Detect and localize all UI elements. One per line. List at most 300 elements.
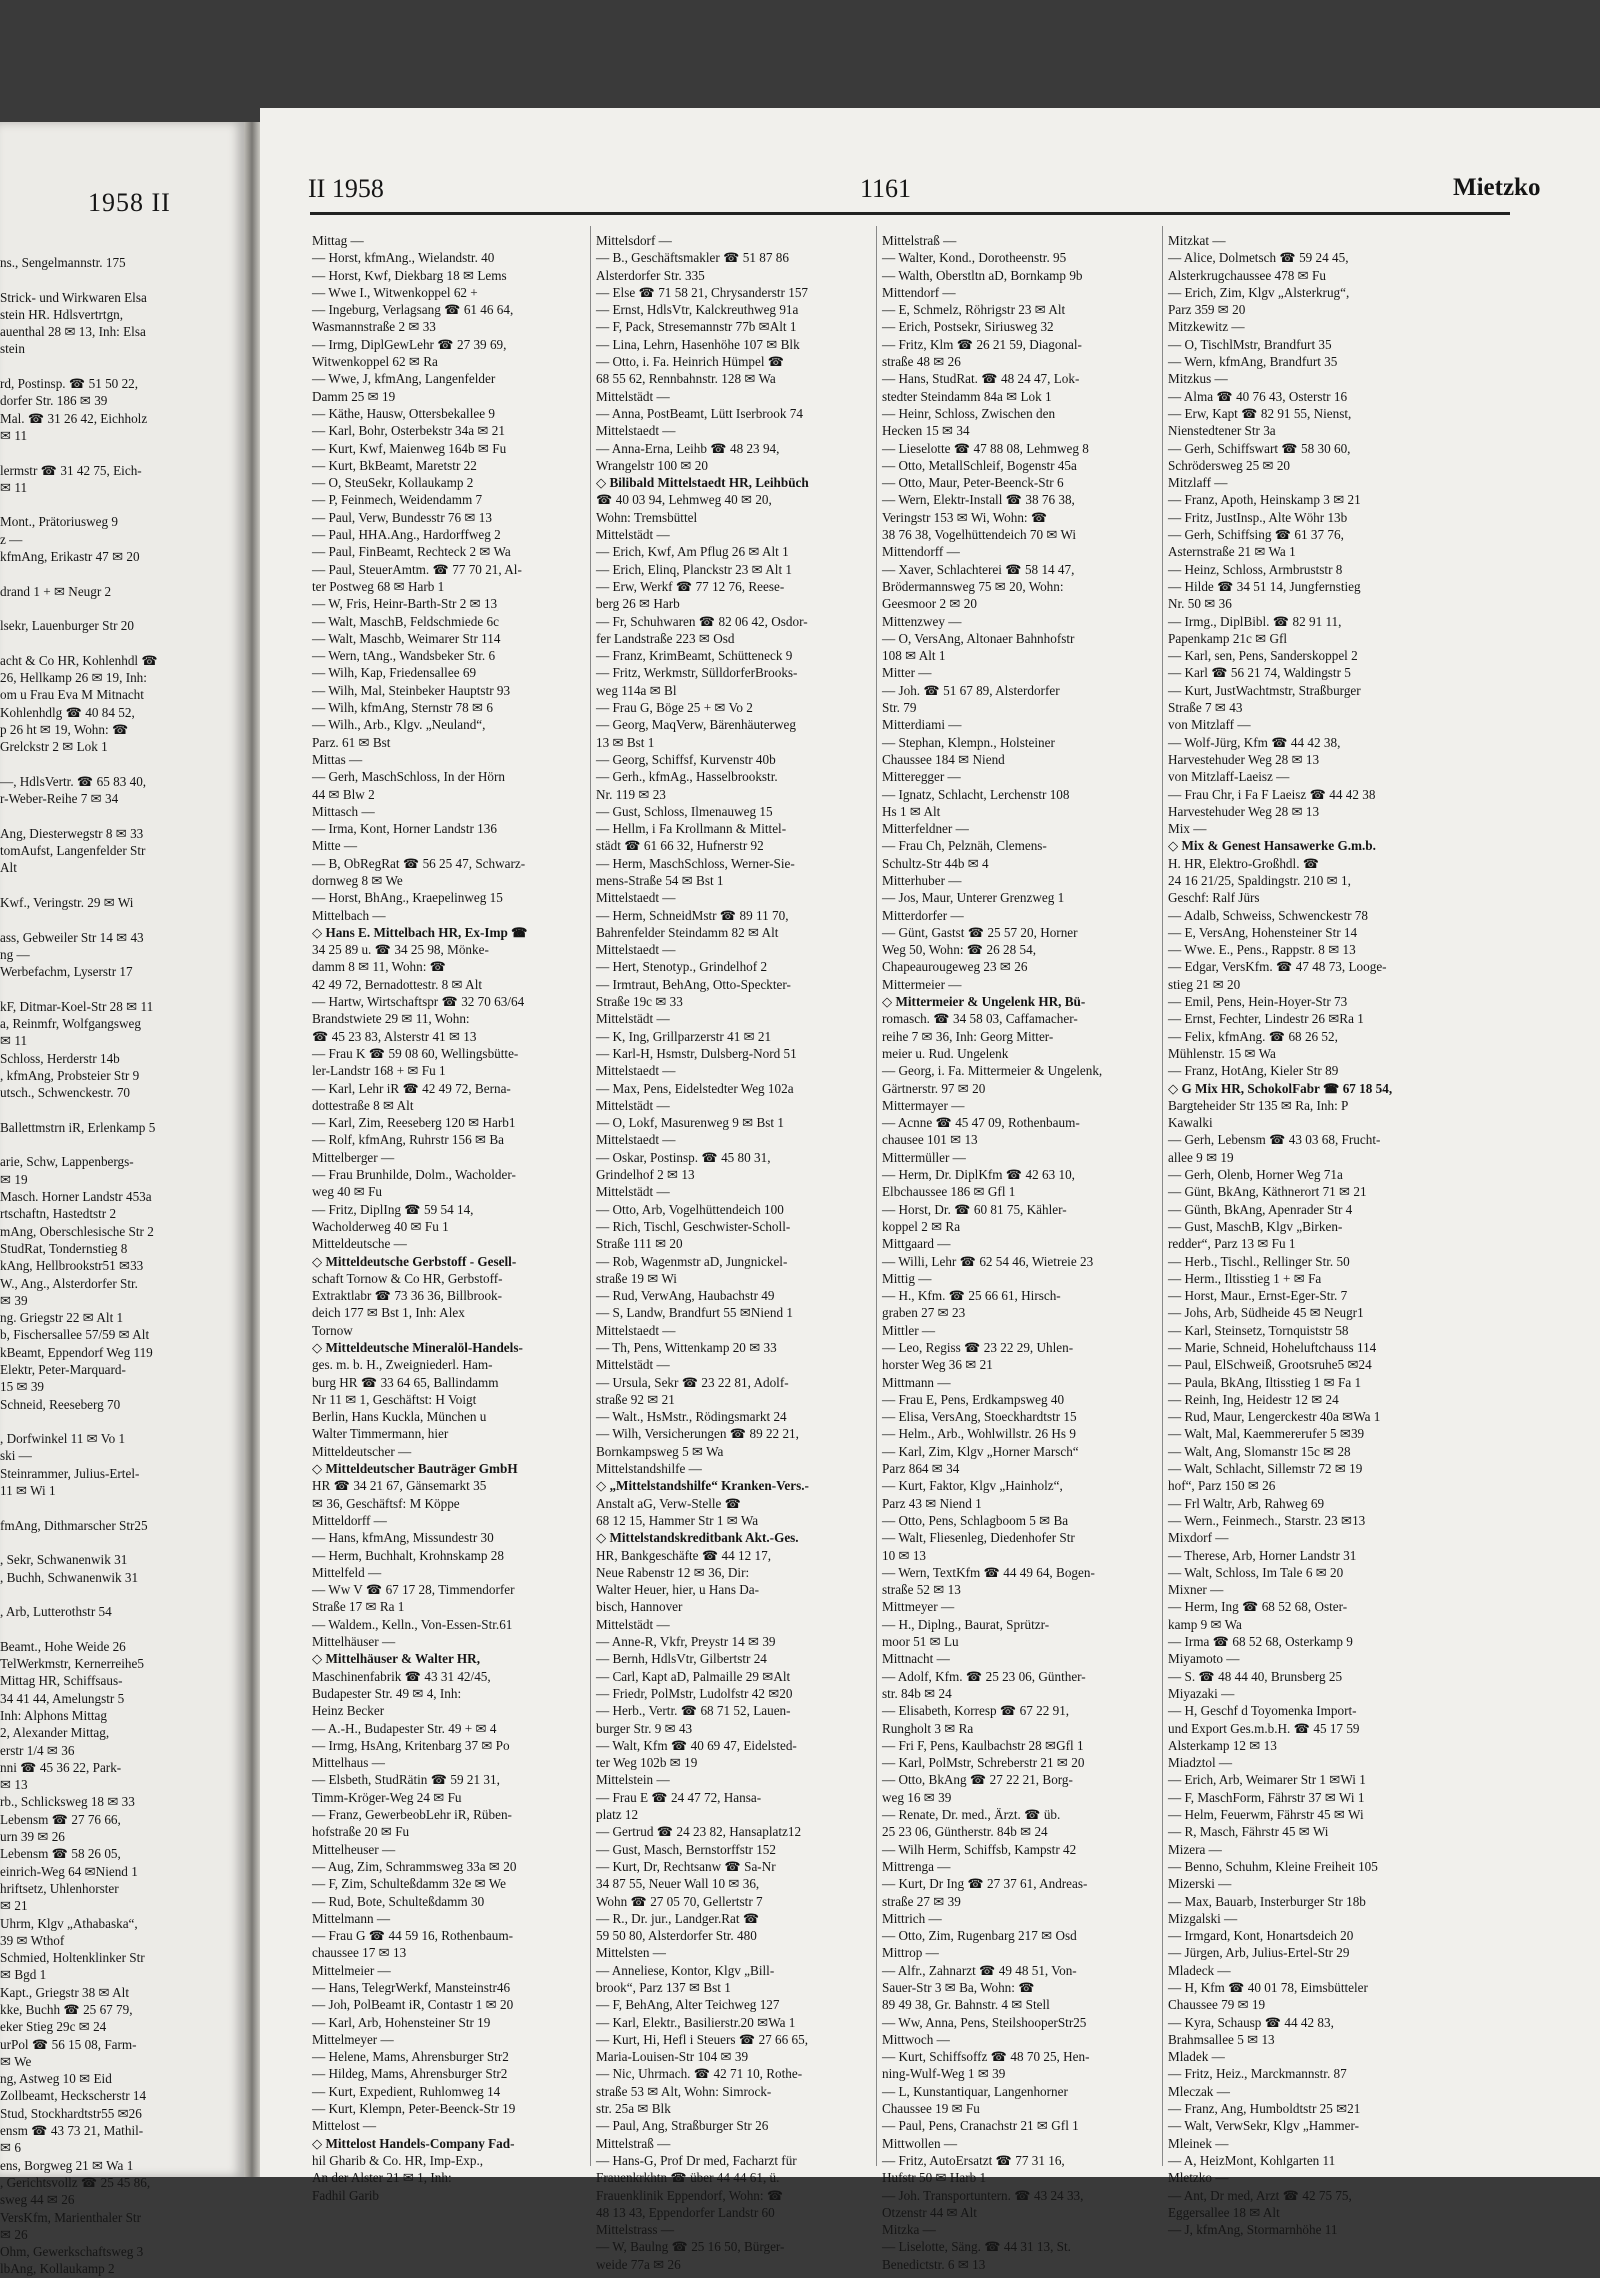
- directory-entry-line: ◇ Mittermeier & Ungelenk HR, Bü-: [882, 994, 1086, 1010]
- directory-entry-line: — Wwe, J, kfmAng, Langenfelder: [312, 371, 496, 387]
- directory-entry-line: — Gust, Schloss, Ilmenauweg 15: [596, 803, 773, 819]
- surname-heading: Mittelstädt —: [596, 527, 670, 543]
- directory-entry-line: — H., Kfm. ☎ 25 66 61, Hirsch-: [882, 1288, 1061, 1304]
- directory-entry-line: koppel 2 ✉ Ra: [882, 1218, 961, 1234]
- left-page-line: kF, Ditmar-Koel-Str 28 ✉ 11: [0, 998, 154, 1014]
- directory-entry-line: Veringstr 153 ✉ Wi, Wohn: ☎: [882, 509, 1048, 525]
- directory-entry-line: — Emil, Pens, Hein-Hoyer-Str 73: [1168, 994, 1348, 1010]
- surname-heading: Mittelstaedt —: [596, 1063, 676, 1079]
- directory-entry-line: Maria-Louisen-Str 104 ✉ 39: [596, 2049, 749, 2065]
- directory-entry-line: — Kurt, Dr, Rechtsanw ☎ Sa-Nr: [596, 1858, 776, 1874]
- directory-entry-line: — Wern, TextKfm ☎ 44 49 64, Bogen-: [882, 1564, 1095, 1580]
- directory-entry-line: — Frau K ☎ 59 08 60, Wellingsbütte-: [312, 1045, 519, 1061]
- directory-entry-line: weide 77a ✉ 26: [596, 2256, 681, 2272]
- directory-entry-line: An der Alster 21 ✉ 1, Inh:: [312, 2170, 452, 2186]
- directory-entry-line: — Waldem., Kelln., Von-Essen-Str.61: [312, 1616, 513, 1632]
- left-page-line: ns., Sengelmannstr. 175: [0, 255, 126, 270]
- directory-entry-line: — Irma, Kont, Horner Landstr 136: [312, 821, 497, 837]
- surname-heading: Mletzko —: [1168, 2170, 1229, 2186]
- directory-entry-line: — Paul, Pens, Cranachstr 21 ✉ Gfl 1: [882, 2118, 1079, 2134]
- directory-entry-line: H. HR, Elektro-Großhdl. ☎: [1168, 855, 1320, 871]
- left-page-line: Ang, Diesterwegstr 8 ✉ 33: [0, 825, 144, 841]
- directory-entry-line: — Walt, Maschb, Weimarer Str 114: [312, 630, 501, 646]
- directory-entry-line: — Wern., Feinmech., Starstr. 23 ✉13: [1168, 1512, 1366, 1528]
- left-page-line: [0, 1136, 240, 1153]
- directory-entry-line: Tornow: [312, 1322, 353, 1338]
- directory-entry-line: weg 40 ✉ Fu: [312, 1184, 383, 1200]
- directory-entry-line: ◇ Mitteldeutsche Gerbstoff - Gesell-: [312, 1253, 517, 1269]
- directory-entry-line: — Wolf-Jürg, Kfm ☎ 44 42 38,: [1168, 734, 1341, 750]
- left-page-line: rd, Postinsp. ☎ 51 50 22,: [0, 376, 139, 392]
- directory-entry-line: — Ww V ☎ 67 17 28, Timmendorfer: [312, 1582, 515, 1598]
- directory-entry-line: städt ☎ 61 66 32, Hufnerstr 92: [596, 838, 764, 854]
- left-page-line: eker Stieg 29c ✉ 24: [0, 2019, 107, 2035]
- directory-entry-line: Otzenstr 44 ✉ Alt: [882, 2204, 977, 2220]
- directory-entry-line: — Paul, Verw, Bundesstr 76 ✉ 13: [312, 509, 492, 525]
- directory-entry-line: Eggersallee 18 ✉ Alt: [1168, 2204, 1280, 2220]
- directory-entry-line: ning-Wulf-Weg 1 ✉ 39: [882, 2066, 1006, 2082]
- directory-entry-line: — Erw, Kapt ☎ 82 91 55, Nienst,: [1168, 405, 1352, 421]
- directory-entry-line: — Walt, VerwSekr, Klgv „Hammer-: [1168, 2118, 1360, 2134]
- directory-entry-line: — Herm., Iltisstieg 1 + ✉ Fa: [1168, 1270, 1322, 1286]
- directory-entry-line: — Alfr., Zahnarzt ☎ 49 48 51, Von-: [882, 1962, 1077, 1978]
- directory-entry-line: — Paul, HHA.Ang., Hardorffweg 2: [312, 527, 501, 543]
- directory-column-1: [312, 232, 582, 2204]
- directory-entry-line: — Günt, Gastst ☎ 25 57 20, Horner: [882, 924, 1078, 940]
- directory-entry-line: moor 51 ✉ Lu: [882, 1634, 959, 1650]
- directory-entry-line: — F, BehAng, Alter Teichweg 127: [596, 1997, 780, 2013]
- header-rule: [310, 212, 1510, 215]
- directory-entry-line: — Johs, Arb, Südheide 45 ✉ Neugr1: [1168, 1305, 1364, 1321]
- directory-entry-line: — Liselotte, Säng. ☎ 44 31 13, St.: [882, 2239, 1071, 2255]
- directory-entry-line: — Walt, Kfm ☎ 40 69 47, Eidelsted-: [596, 1737, 797, 1753]
- surname-heading: Mittelstädt —: [596, 1184, 670, 1200]
- directory-entry-line: — Wern, Elektr-Install ☎ 38 76 38,: [882, 492, 1075, 508]
- left-page-line: b, Fischersallee 57/59 ✉ Alt: [0, 1327, 150, 1343]
- directory-entry-line: dottestraße 8 ✉ Alt: [312, 1097, 414, 1113]
- directory-entry-line: Fadhil Garib: [312, 2187, 380, 2203]
- left-page-line: urn 39 ✉ 26: [0, 1829, 65, 1845]
- directory-entry-line: — Acnne ☎ 45 47 09, Rothenbaum-: [882, 1115, 1080, 1131]
- left-page-line: stein HR. Hdlsvertrtgn,: [0, 306, 124, 322]
- directory-entry-line: — Oskar, Postinsp. ☎ 45 80 31,: [596, 1149, 771, 1165]
- surname-heading: Mladeck —: [1168, 1962, 1231, 1978]
- left-page-line: lsekr, Lauenburger Str 20: [0, 618, 134, 634]
- directory-entry-line: straße 92 ✉ 21: [596, 1391, 675, 1407]
- directory-entry-line: — Horst, Dr. ☎ 60 81 75, Kähler-: [882, 1201, 1067, 1217]
- left-page-line: kBeamt, Eppendorf Weg 119: [0, 1344, 153, 1360]
- directory-entry-line: Anstalt aG, Verw-Stelle ☎: [596, 1495, 742, 1511]
- surname-heading: Miyazaki —: [1168, 1685, 1235, 1701]
- column-divider: [1162, 226, 1163, 2166]
- left-page-line: 34 41 44, Amelungstr 5: [0, 1690, 125, 1706]
- left-page-line: lbAng, Kollaukamp 2: [0, 2261, 115, 2277]
- directory-entry-line: — B., Geschäftsmakler ☎ 51 87 86: [596, 250, 789, 266]
- surname-heading: Miyamoto —: [1168, 1651, 1240, 1667]
- directory-entry-line: — Friedr, PolMstr, Ludolfstr 42 ✉20: [596, 1685, 793, 1701]
- directory-entry-line: — W, Baulng ☎ 25 16 50, Bürger-: [596, 2239, 785, 2255]
- left-page-line: om u Frau Eva M Mitnacht: [0, 687, 144, 703]
- directory-entry-line: Nr 11 ✉ 1, Geschäftst: H Voigt: [312, 1391, 477, 1407]
- directory-entry-line: Asternstraße 21 ✉ Wa 1: [1168, 544, 1296, 560]
- surname-heading: Mizera —: [1168, 1841, 1222, 1857]
- left-page-line: Ballettmstrn iR, Erlenkamp 5: [0, 1119, 156, 1135]
- directory-entry-line: — L, Kunstantiquar, Langenhorner: [882, 2083, 1068, 2099]
- directory-entry-line: — Helene, Mams, Ahrensburger Str2: [312, 2049, 509, 2065]
- directory-entry-line: Kawalki: [1168, 1115, 1213, 1131]
- directory-entry-line: — Hartw, Wirtschaftspr ☎ 32 70 63/64: [312, 994, 525, 1010]
- left-page: [0, 122, 244, 2277]
- left-page-line: Kwf., Veringstr. 29 ✉ Wi: [0, 894, 134, 910]
- directory-entry-line: dornweg 8 ✉ We: [312, 872, 403, 888]
- directory-entry-line: kamp 9 ✉ Wa: [1168, 1616, 1242, 1632]
- directory-entry-line: — Adalb, Schweiss, Schwenckestr 78: [1168, 907, 1368, 923]
- directory-entry-line: — Frau Ch, Pelznäh, Clemens-: [882, 838, 1047, 854]
- surname-heading: Mittasch —: [312, 803, 375, 819]
- directory-entry-line: — S. ☎ 48 44 40, Brunsberg 25: [1168, 1668, 1343, 1684]
- directory-entry-line: Wrangelstr 100 ✉ 20: [596, 457, 708, 473]
- directory-entry-line: Wasmannstraße 2 ✉ 33: [312, 319, 436, 335]
- surname-heading: von Mitzlaff —: [1168, 717, 1251, 733]
- left-page-line: dorfer Str. 186 ✉ 39: [0, 393, 108, 409]
- surname-heading: Mittig —: [882, 1270, 932, 1286]
- directory-entry-line: Benedictstr. 6 ✉ 13: [882, 2256, 986, 2272]
- directory-entry-line: Geesmoor 2 ✉ 20: [882, 596, 977, 612]
- directory-entry-line: 10 ✉ 13: [882, 1547, 927, 1563]
- right-page: [260, 108, 1600, 2272]
- surname-heading: Mitzkat —: [1168, 233, 1226, 248]
- directory-entry-line: — Gerh, Olenb, Horner Weg 71a: [1168, 1167, 1343, 1183]
- directory-entry-line: — Frau G ☎ 44 59 16, Rothenbaum-: [312, 1928, 514, 1944]
- directory-entry-line: — Irmtraut, BehAng, Otto-Speckter-: [596, 976, 791, 992]
- directory-entry-line: Straße 17 ✉ Ra 1: [312, 1599, 405, 1615]
- surname-heading: Mittwollen —: [882, 2135, 958, 2151]
- directory-entry-line: — Wilh, kfmAng, Sternstr 78 ✉ 6: [312, 700, 493, 716]
- directory-entry-line: 68 12 15, Hammer Str 1 ✉ Wa: [596, 1512, 759, 1528]
- directory-entry-line: — Wilh Herm, Schiffsb, Kampstr 42: [882, 1841, 1077, 1857]
- left-page-line: [0, 756, 240, 773]
- left-page-line: Schloss, Herderstr 14b: [0, 1050, 120, 1066]
- surname-heading: Mittelmann —: [312, 1910, 391, 1926]
- directory-entry-line: — Frau G, Böge 25 + ✉ Vo 2: [596, 700, 753, 716]
- directory-entry-line: — Gerh, Lebensm ☎ 43 03 68, Frucht-: [1168, 1132, 1381, 1148]
- directory-entry-line: — E, VersAng, Hohensteiner Str 14: [1168, 924, 1358, 940]
- surname-heading: Mittelstandshilfe —: [596, 1461, 702, 1477]
- directory-entry-line: weg 114a ✉ Bl: [596, 682, 677, 698]
- directory-entry-line: — Erw, Werkf ☎ 77 12 76, Reese-: [596, 578, 785, 594]
- surname-heading: Mizgalski —: [1168, 1910, 1238, 1926]
- directory-entry-line: 89 49 38, Gr. Bahnstr. 4 ✉ Stell: [882, 1997, 1050, 2013]
- surname-heading: Mittelstraß —: [882, 233, 957, 248]
- left-page-line: ng. Griegstr 22 ✉ Alt 1: [0, 1310, 124, 1326]
- surname-heading: Mittwoch —: [882, 2031, 950, 2047]
- right-page-header: [260, 174, 1600, 208]
- directory-entry-line: ◇ Mittelhäuser & Walter HR,: [312, 1651, 481, 1667]
- directory-entry-line: — Marie, Schneid, Hoheluftchauss 114: [1168, 1340, 1377, 1355]
- directory-entry-line: ☎ 40 03 94, Lehmweg 40 ✉ 20,: [596, 492, 772, 508]
- directory-entry-line: redder“, Parz 13 ✉ Fu 1: [1168, 1236, 1296, 1252]
- surname-heading: Mittenzwey —: [882, 613, 962, 629]
- directory-entry-line: — Bernh, HdlsVtr, Gilbertstr 24: [596, 1651, 767, 1667]
- directory-entry-line: Bornkampsweg 5 ✉ Wa: [596, 1443, 724, 1459]
- left-page-line: [0, 444, 240, 461]
- surname-heading: Mittelstaedt —: [596, 890, 676, 906]
- directory-entry-line: — Fritz, AutoErsatzt ☎ 77 31 16,: [882, 2152, 1065, 2168]
- left-page-line: 26, Hellkamp 26 ✉ 19, Inh:: [0, 670, 147, 686]
- directory-entry-line: — Aug, Zim, Schrammsweg 33a ✉ 20: [312, 1858, 517, 1874]
- directory-entry-line: und Export Ges.m.b.H. ☎ 45 17 59: [1168, 1720, 1360, 1736]
- surname-heading: Mittelstädt —: [596, 388, 670, 404]
- surname-heading: Mittelstädt —: [596, 1616, 670, 1632]
- directory-entry-line: straße 19 ✉ Wi: [596, 1270, 677, 1286]
- directory-entry-line: — Heinr, Schloss, Zwischen den: [882, 405, 1056, 421]
- directory-entry-line: — Herm, Dr. DiplKfm ☎ 42 63 10,: [882, 1167, 1075, 1183]
- surname-heading: Mittelstaedt —: [596, 1322, 676, 1338]
- directory-entry-line: — A, HeizMont, Kohlgarten 11: [1168, 2152, 1336, 2168]
- directory-entry-line: 34 87 55, Neuer Wall 10 ✉ 36,: [596, 1876, 760, 1892]
- directory-entry-line: — Irmg., DiplBibl. ☎ 82 91 11,: [1168, 613, 1342, 629]
- directory-entry-line: Walter Heuer, hier, u Hans Da-: [596, 1582, 760, 1598]
- left-page-line: [0, 980, 240, 997]
- surname-heading: Mitterdorfer —: [882, 907, 964, 923]
- directory-entry-line: — Max, Bauarb, Insterburger Str 18b: [1168, 1893, 1366, 1909]
- left-page-line: rtschaftn, Hastedtstr 2: [0, 1206, 117, 1222]
- surname-heading: Mittnacht —: [882, 1651, 950, 1667]
- directory-entry-line: — A.-H., Budapester Str. 49 + ✉ 4: [312, 1720, 497, 1736]
- directory-entry-line: Wacholderweg 40 ✉ Fu 1: [312, 1218, 449, 1234]
- left-page-line: [0, 1586, 240, 1603]
- left-page-line: [0, 600, 240, 617]
- directory-entry-line: — Renate, Dr. med., Ärzt. ☎ üb.: [882, 1807, 1061, 1823]
- directory-entry-line: — Hans, StudRat. ☎ 48 24 47, Lok-: [882, 371, 1080, 387]
- directory-entry-line: ◇ „Mittelstandshilfe“ Kranken-Vers.-: [596, 1478, 809, 1494]
- left-page-line: drand 1 + ✉ Neugr 2: [0, 583, 112, 599]
- column-divider: [876, 226, 877, 2166]
- surname-heading: Mittelfeld —: [312, 1564, 382, 1580]
- directory-entry-line: — Irmg, HsAng, Kritenbarg 37 ✉ Po: [312, 1737, 510, 1753]
- surname-heading: Mittas —: [312, 751, 363, 767]
- directory-entry-line: — Karl, Arb, Hohensteiner Str 19: [312, 2014, 491, 2030]
- directory-entry-line: — Rob, Wagenmstr aD, Jungnickel-: [596, 1253, 788, 1269]
- directory-entry-line: 38 76 38, Vogelhüttendeich 70 ✉ Wi: [882, 527, 1077, 543]
- directory-entry-line: — Walt, MaschB, Feldschmiede 6c: [312, 613, 499, 629]
- left-page-line: Schneid, Reeseberg 70: [0, 1396, 121, 1412]
- directory-entry-line: chausee 101 ✉ 13: [882, 1132, 978, 1148]
- left-page-line: ng —: [0, 946, 30, 962]
- directory-entry-line: — Walter, Kond., Dorotheenstr. 95: [882, 250, 1067, 266]
- directory-entry-line: HR, Bankgeschäfte ☎ 44 12 17,: [596, 1547, 772, 1563]
- directory-entry-line: Berlin, Hans Kuckla, München u: [312, 1409, 487, 1425]
- surname-heading: Mittmeyer —: [882, 1599, 955, 1615]
- left-page-line: [0, 808, 240, 825]
- left-page-line: kke, Buchh ☎ 25 67 79,: [0, 2001, 133, 2017]
- left-page-header: 1958 II: [88, 188, 171, 217]
- left-page-line: ✉ 11: [0, 479, 28, 495]
- directory-entry-line: — Hildeg, Mams, Ahrensburger Str2: [312, 2066, 508, 2082]
- left-page-line: , Dorfwinkel 11 ✉ Vo 1: [0, 1431, 126, 1447]
- left-page-line: Uhrm, Klgv „Athabaska“,: [0, 1915, 138, 1931]
- left-page-line: ✉ 11: [0, 1033, 28, 1049]
- directory-entry-line: — Ernst, Fechter, Lindestr 26 ✉Ra 1: [1168, 1011, 1364, 1027]
- directory-entry-line: — Willi, Lehr ☎ 62 54 46, Wietreie 23: [882, 1253, 1094, 1269]
- directory-entry-line: — Walt, Mal, Kaemmererufer 5 ✉39: [1168, 1426, 1365, 1442]
- surname-heading: Mitte —: [312, 838, 358, 854]
- directory-entry-line: Str. 79: [882, 700, 917, 716]
- directory-entry-line: — Fri F, Pens, Kaulbachstr 28 ✉Gfl 1: [882, 1737, 1084, 1753]
- directory-entry-line: — Karl ☎ 56 21 74, Waldingstr 5: [1168, 665, 1351, 681]
- directory-entry-line: — Joh. Transportuntern. ☎ 43 24 33,: [882, 2187, 1084, 2203]
- left-page-line: ✉ 26: [0, 2226, 28, 2242]
- directory-entry-line: — Heinz, Schloss, Armbruststr 8: [1168, 561, 1343, 577]
- directory-entry-line: — Hans-G, Prof Dr med, Facharzt für: [596, 2152, 797, 2168]
- surname-heading: Mittelstraß —: [596, 2135, 671, 2151]
- directory-entry-line: Wohn ☎ 27 05 70, Gellertstr 7: [596, 1893, 763, 1909]
- directory-entry-line: — Otto, BkAng ☎ 27 22 21, Borg-: [882, 1772, 1073, 1788]
- directory-entry-line: reihe 7 ✉ 36, Inh: Georg Mitter-: [882, 1028, 1054, 1044]
- directory-entry-line: Brödermannsweg 75 ✉ 20, Wohn:: [882, 578, 1064, 594]
- directory-entry-line: Parz 43 ✉ Niend 1: [882, 1495, 982, 1511]
- directory-entry-line: — Benno, Schuhm, Kleine Freiheit 105: [1168, 1858, 1378, 1874]
- left-page-line: 11 ✉ Wi 1: [0, 1483, 56, 1499]
- directory-entry-line: — K, Ing, Grillparzerstr 41 ✉ 21: [596, 1028, 772, 1044]
- directory-entry-line: — Horst, kfmAng., Wielandstr. 40: [312, 250, 495, 266]
- left-page-line: kAng, Hellbrookstr51 ✉33: [0, 1258, 144, 1274]
- directory-entry-line: — Walt, Schlacht, Sillemstr 72 ✉ 19: [1168, 1461, 1363, 1477]
- directory-entry-line: hofstraße 20 ✉ Fu: [312, 1824, 410, 1840]
- directory-entry-line: — Wern, kfmAng, Brandfurt 35: [1168, 354, 1338, 370]
- directory-entry-line: — Walt, Schloss, Im Tale 6 ✉ 20: [1168, 1564, 1344, 1580]
- left-page-line: Stud, Stockhardtstr55 ✉26: [0, 2105, 142, 2121]
- directory-entry-line: — Gust, MaschB, Klgv „Birken-: [1168, 1218, 1343, 1234]
- directory-entry-line: Nr. 50 ✉ 36: [1168, 596, 1232, 612]
- directory-entry-line: — Rud, VerwAng, Haubachstr 49: [596, 1288, 775, 1304]
- directory-entry-line: Chapeaurougeweg 23 ✉ 26: [882, 959, 1028, 975]
- directory-entry-line: — Erich, Postsekr, Siriusweg 32: [882, 319, 1054, 335]
- directory-entry-line: straße 48 ✉ 26: [882, 354, 961, 370]
- surname-heading: Mittermayer —: [882, 1097, 965, 1113]
- directory-entry-line: — Ant, Dr med, Arzt ☎ 42 75 75,: [1168, 2187, 1352, 2203]
- left-page-line: Kohlenhdlg ☎ 40 84 52,: [0, 704, 135, 720]
- directory-entry-line: — Fritz, JustInsp., Alte Wöhr 13b: [1168, 509, 1348, 525]
- directory-entry-line: Nienstedtener Str 3a: [1168, 423, 1276, 439]
- surname-heading: Mittelstaedt —: [596, 942, 676, 958]
- left-page-line: einrich-Weg 64 ✉Niend 1: [0, 1863, 138, 1879]
- left-page-line: ✉ 13: [0, 1777, 28, 1793]
- left-page-line: ens, Borgweg 21 ✉ Wa 1: [0, 2157, 134, 2173]
- directory-entry-line: str. 25a ✉ Blk: [596, 2101, 671, 2117]
- surname-heading: Mix —: [1168, 821, 1207, 837]
- left-page-line: z —: [0, 531, 23, 547]
- directory-entry-line: — Walt, Fliesenleg, Diedenhofer Str: [882, 1530, 1075, 1546]
- directory-entry-line: — Horst, Maur., Ernst-Eger-Str. 7: [1168, 1288, 1348, 1304]
- directory-entry-line: mens-Straße 54 ✉ Bst 1: [596, 872, 724, 888]
- surname-heading: Mittmann —: [882, 1374, 951, 1390]
- directory-entry-line: 44 ✉ Blw 2: [312, 786, 375, 802]
- directory-entry-line: schaft Tornow & Co HR, Gerbstoff-: [312, 1270, 503, 1286]
- directory-entry-line: — Gerh, MaschSchloss, In der Hörn: [312, 769, 506, 785]
- surname-heading: Mittelsten —: [596, 1945, 666, 1961]
- directory-entry-line: 34 25 89 u. ☎ 34 25 98, Mönke-: [312, 942, 489, 958]
- directory-entry-line: — Karl, Elektr., Basilierstr.20 ✉Wa 1: [596, 2014, 796, 2030]
- directory-entry-line: horster Weg 36 ✉ 21: [882, 1357, 993, 1373]
- left-page-line: VersKfm, Marienthaler Str: [0, 2209, 141, 2225]
- surname-heading: Mleinek —: [1168, 2135, 1229, 2151]
- left-page-line: Ohm, Gewerkschaftsweg 3: [0, 2244, 144, 2260]
- directory-entry-line: hil Gharib & Co. HR, Imp-Exp.,: [312, 2152, 484, 2168]
- directory-entry-line: chaussee 17 ✉ 13: [312, 1945, 407, 1961]
- directory-entry-line: — Elsbeth, StudRätin ☎ 59 21 31,: [312, 1772, 500, 1788]
- left-page-line: , Arb, Lutterothstr 54: [0, 1604, 112, 1620]
- directory-entry-line: — Otto, Pens, Schlagboom 5 ✉ Ba: [882, 1512, 1069, 1528]
- surname-heading: Mittrenga —: [882, 1858, 951, 1874]
- directory-entry-line: burger Str. 9 ✉ 43: [596, 1720, 693, 1736]
- directory-entry-line: 59 50 80, Alsterdorfer Str. 480: [596, 1928, 757, 1944]
- directory-entry-line: Hufstr 50 ✉ Harb 1: [882, 2170, 987, 2186]
- directory-entry-line: Weg 50, Wohn: ☎ 26 28 54,: [882, 942, 1036, 958]
- directory-entry-line: deich 177 ✉ Bst 1, Inh: Alex: [312, 1305, 465, 1321]
- left-page-line: [0, 358, 240, 375]
- left-page-line: Mittag HR, Schiffsaus-: [0, 1673, 123, 1689]
- left-page-line: Mal. ☎ 31 26 42, Eichholz: [0, 410, 148, 426]
- directory-entry-line: — Lieselotte ☎ 47 88 08, Lehmweg 8: [882, 440, 1089, 456]
- directory-entry-line: — J, kfmAng, Stormarnhöhe 11: [1168, 2222, 1338, 2238]
- directory-entry-line: — Karl, Zim, Klgv „Horner Marsch“: [882, 1443, 1079, 1459]
- left-page-line: rb., Schlicksweg 18 ✉ 33: [0, 1794, 135, 1810]
- directory-entry-line: — Alice, Dolmetsch ☎ 59 24 45,: [1168, 250, 1349, 266]
- directory-entry-line: — Ursula, Sekr ☎ 23 22 81, Adolf-: [596, 1374, 789, 1390]
- directory-entry-line: — Helm., Arb., Wohlwillstr. 26 Hs 9: [882, 1426, 1076, 1442]
- surname-heading: Mittermeier —: [882, 976, 962, 992]
- directory-entry-line: Extraktlabr ☎ 73 36 36, Billbrook-: [312, 1288, 503, 1304]
- directory-entry-line: — Paul, ElSchweiß, Grootsruhe5 ✉24: [1168, 1357, 1372, 1373]
- directory-entry-line: — R, Masch, Fährstr 45 ✉ Wi: [1168, 1824, 1329, 1840]
- directory-entry-line: — Günt, BkAng, Käthnerort 71 ✉ 21: [1168, 1184, 1367, 1200]
- directory-entry-line: — Erich, Elinq, Planckstr 23 ✉ Alt 1: [596, 561, 793, 577]
- left-page-line: TelWerkmstr, Kernerreihe5: [0, 1656, 144, 1672]
- left-page-line: ng, Astweg 10 ✉ Eid: [0, 2071, 112, 2087]
- left-page-line: Strick- und Wirkwaren Elsa: [0, 289, 147, 305]
- directory-entry-line: — Rud, Bote, Schulteßdamm 30: [312, 1893, 485, 1909]
- directory-entry-line: 108 ✉ Alt 1: [882, 648, 946, 664]
- directory-entry-line: 48 13 43, Eppendorfer Landstr 60: [596, 2204, 775, 2220]
- directory-entry-line: Parz. 61 ✉ Bst: [312, 734, 391, 750]
- directory-entry-line: — E, Schmelz, Röhrigstr 23 ✉ Alt: [882, 302, 1066, 318]
- directory-entry-line: Gärtnerstr. 97 ✉ 20: [882, 1080, 986, 1096]
- surname-heading: Mittelstrass —: [596, 2222, 675, 2238]
- page-number: 1161: [860, 174, 912, 203]
- directory-entry-line: Geschf: Ralf Jürs: [1168, 890, 1260, 906]
- surname-heading: Mittag —: [312, 233, 364, 248]
- surname-heading: Mitteldeutscher —: [312, 1443, 412, 1459]
- left-page-line: ensm ☎ 43 73 21, Mathil-: [0, 2123, 144, 2139]
- directory-entry-line: Damm 25 ✉ 19: [312, 388, 396, 404]
- directory-entry-line: — Kurt, JustWachtmstr, Straßburger: [1168, 682, 1361, 698]
- left-page-line: ski —: [0, 1448, 32, 1464]
- directory-entry-line: 13 ✉ Bst 1: [596, 734, 655, 750]
- left-page-line: stein: [0, 341, 25, 357]
- directory-entry-line: — Erich, Kwf, Am Pflug 26 ✉ Alt 1: [596, 544, 789, 560]
- surname-heading: Mittelmeyer —: [312, 2031, 394, 2047]
- directory-entry-line: — Elisabeth, Korresp ☎ 67 22 91,: [882, 1703, 1070, 1719]
- directory-entry-line: Frauenklinik Eppendorf, Wohn: ☎: [596, 2187, 784, 2203]
- directory-entry-line: Mühlenstr. 15 ✉ Wa: [1168, 1045, 1276, 1061]
- directory-entry-line: — Herm, MaschSchloss, Werner-Sie-: [596, 855, 795, 871]
- left-page-line: Schmied, Holtenklinker Str: [0, 1950, 145, 1966]
- directory-entry-line: — Hilde ☎ 34 51 14, Jungfernstieg: [1168, 578, 1361, 594]
- directory-entry-line: Harvestehuder Weg 28 ✉ 13: [1168, 751, 1320, 767]
- directory-entry-line: — Kurt, BkBeamt, Maretstr 22: [312, 457, 477, 473]
- directory-entry-line: — Karl, PolMstr, Schreberstr 21 ✉ 20: [882, 1755, 1085, 1771]
